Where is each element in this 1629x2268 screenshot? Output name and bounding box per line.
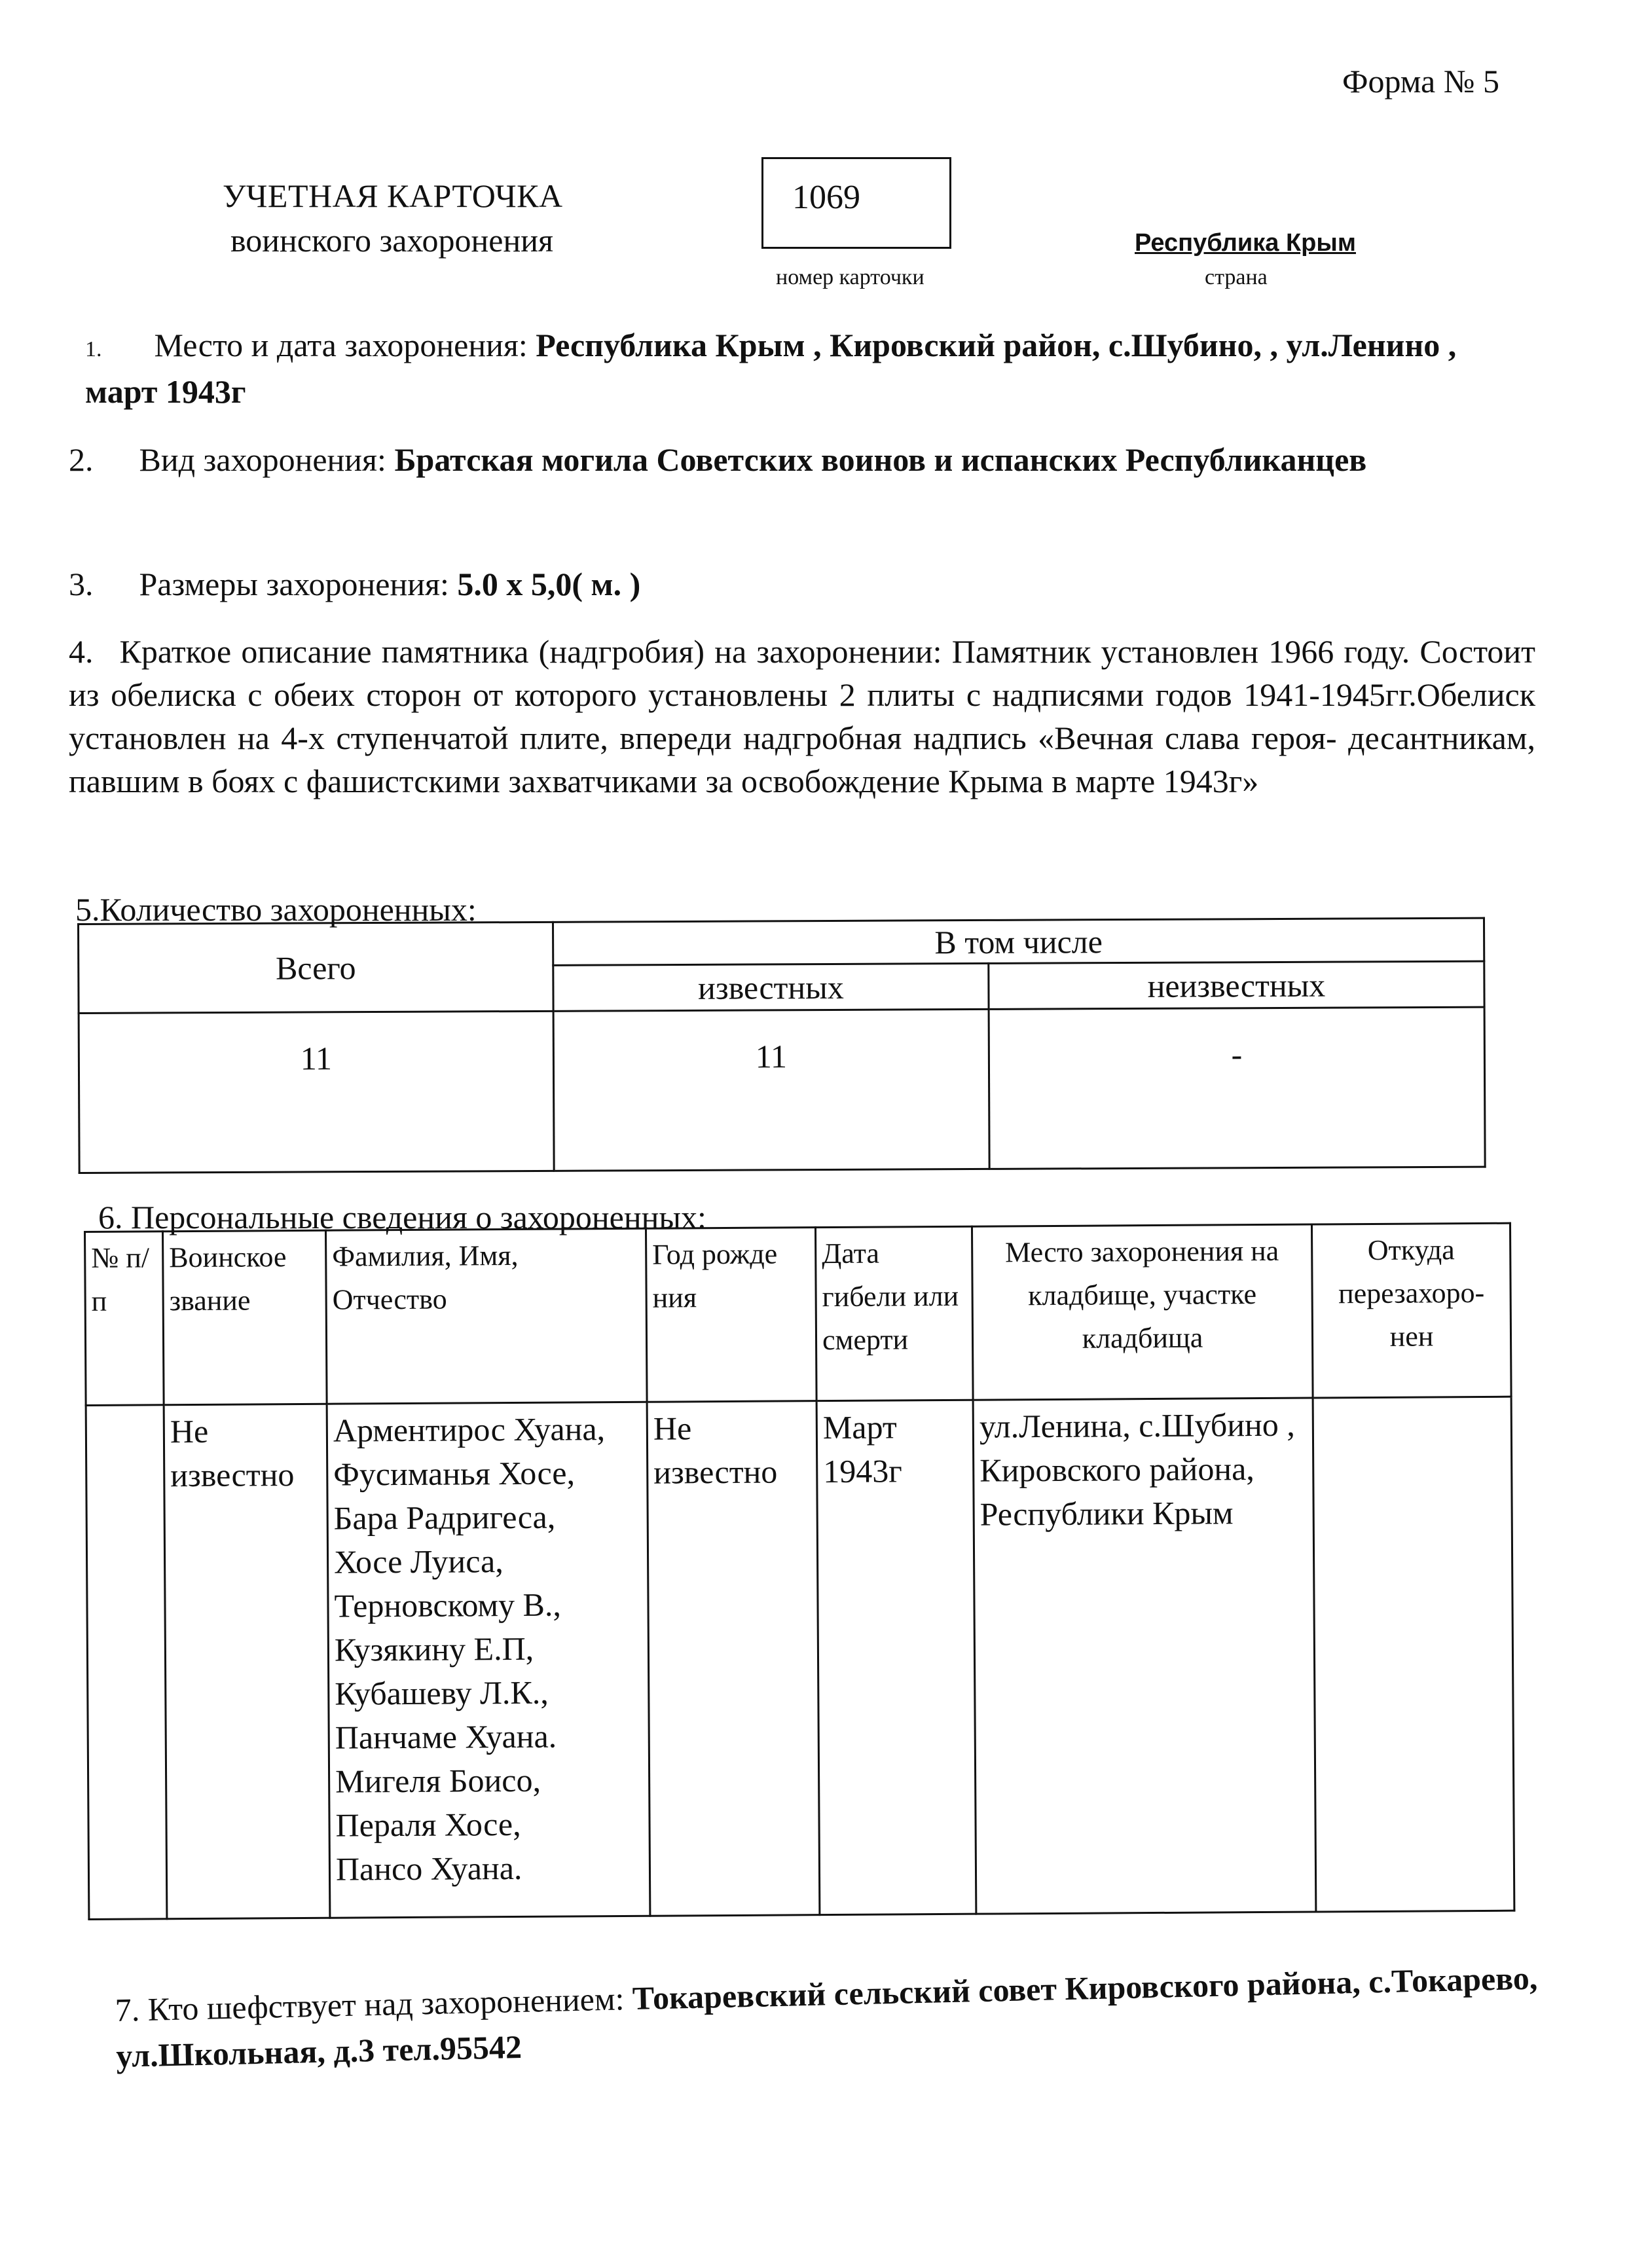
value-unknown: - <box>989 1007 1485 1169</box>
column-header-number: № п/п <box>85 1232 164 1406</box>
burial-count-table <box>77 917 1486 1174</box>
section-monument-description <box>69 630 1535 803</box>
section-label: Вид захоронения: <box>139 441 395 478</box>
personal-info-table <box>84 1222 1515 1920</box>
form-number-label: Форма № 5 <box>1342 63 1499 100</box>
section-value: Токаревский сельский совет Кировского района, с.Токарево, ул.Школьная, д.3 тел.95542 <box>115 1959 1538 2074</box>
table-row <box>86 1397 1514 1919</box>
cell-names <box>327 1402 650 1918</box>
section-personal-title: 6. Персональные сведения о захороненных: <box>98 1199 706 1235</box>
country-caption: страна <box>1205 265 1268 289</box>
section-number: 2. <box>69 441 94 478</box>
header-unknown: неизвестных <box>989 961 1484 1009</box>
column-header-reburied-from: Откуда перезахоро- нен <box>1311 1223 1511 1398</box>
name-entry: Терновскому В., <box>334 1586 562 1624</box>
section-label: Размеры захоронения: <box>139 566 458 602</box>
column-header-burial-place: Место захоронения на кладбище, участке кладбища <box>972 1224 1313 1400</box>
section-label: 7. Кто шефствует над захоронением: <box>115 1980 633 2028</box>
column-header-death-date: Дата гибели или смерти <box>815 1226 973 1400</box>
name-entry: Арментирос Хуана, <box>333 1410 606 1449</box>
column-header-rank: Воинское звание <box>163 1230 327 1405</box>
section-count-title: 5.Количество захороненных: <box>75 891 477 928</box>
name-entry: Пансо Хуана. <box>335 1849 522 1888</box>
column-header-birth-year: Год рожде ния <box>646 1228 816 1402</box>
cell-reburied-from <box>1313 1397 1514 1912</box>
section-burial-type <box>69 439 1509 481</box>
country-value: Республика Крым <box>1135 229 1356 257</box>
section-value: 5.0 х 5,0( м. ) <box>457 566 641 602</box>
card-number-caption: номер карточки <box>776 265 924 289</box>
name-entry: Кузякину Е.П, <box>334 1630 534 1668</box>
name-entry: Фусиманья Хосе, <box>333 1454 576 1493</box>
section-label: Место и дата захоронения: <box>154 327 536 363</box>
section-text: Краткое описание памятника (надгробия) на захоронении: Памятник установлен 1966 году. Состоит из обелиска с обеих сторон от которого установлены 2 плиты с надписями годов 1941-1945гг.Обелиск установлен на 4-х ступенчатой плите, впереди надгробная надпись «Вечная слава героя- десантникам, павшим в боях с фашистскими захватчиками за освобождение Крыма в марте 1943г» <box>69 633 1535 799</box>
cell-number <box>86 1405 167 1920</box>
cell-death-date: Март 1943г <box>816 1400 976 1914</box>
name-entry: Пераля Хосе, <box>335 1805 521 1844</box>
name-entry: Панчаме Хуана. <box>335 1717 557 1756</box>
cell-burial-place: ул.Ленина, с.Шубино , Кировского района, Республики Крым <box>973 1398 1316 1914</box>
section-burial-place-date <box>85 324 1526 412</box>
name-entry: Бара Радригеса, <box>333 1498 556 1537</box>
name-entry: Хосе Луиса, <box>333 1543 503 1581</box>
section-value: Республика Крым , Кировский район, с.Шубино, , ул.Ленино , март 1943г <box>85 327 1457 410</box>
value-total: 11 <box>79 1011 554 1173</box>
section-number: 3. <box>69 566 94 602</box>
header-known: известных <box>553 963 989 1011</box>
cell-rank: Не известно <box>164 1404 330 1919</box>
value-known: 11 <box>553 1009 989 1171</box>
name-entry: Мигеля Боисо, <box>335 1761 541 1800</box>
cell-birth-year: Не известно <box>647 1401 820 1916</box>
header-total: Всего <box>79 922 554 1013</box>
section-burial-size <box>69 563 1509 605</box>
section-number: 4. <box>69 633 94 670</box>
section-patronage <box>115 1953 1622 2079</box>
card-number: 1069 <box>792 179 860 216</box>
section-number: 1. <box>85 337 102 361</box>
column-header-name: Фамилия, Имя, Отчество <box>326 1228 648 1404</box>
document-subtitle: воинского захоронения <box>230 222 553 259</box>
section-value: Братская могила Советских воинов и испанских Республиканцев <box>394 441 1367 478</box>
document-title: УЧЕТНАЯ КАРТОЧКА <box>223 177 563 214</box>
header-including: В том числе <box>553 918 1484 965</box>
name-entry: Кубашеву Л.К., <box>335 1674 549 1712</box>
